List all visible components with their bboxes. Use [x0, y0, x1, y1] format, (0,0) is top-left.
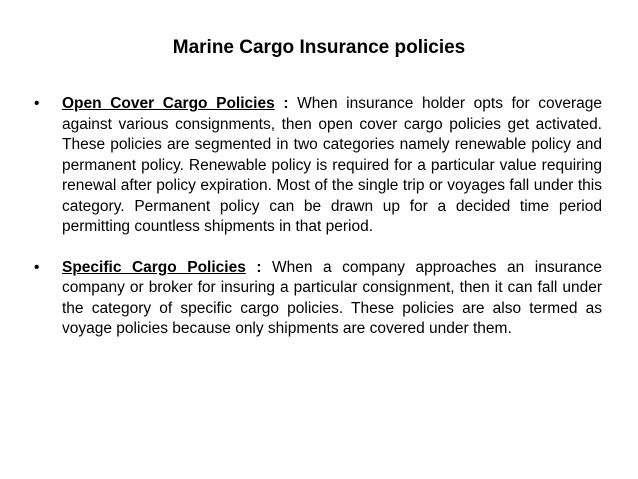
term-separator: :: [245, 258, 272, 276]
bullet-specific-cargo: [34, 258, 602, 340]
bullet-open-cover: [34, 94, 602, 238]
term-specific-cargo-policies: Specific Cargo Policies: [62, 258, 246, 276]
bullet-marker: •: [34, 258, 40, 276]
term-separator: :: [274, 95, 298, 112]
term-open-cover-cargo-policies: Open Cover Cargo Policies: [62, 95, 275, 112]
bullet-marker: •: [34, 95, 40, 112]
bullet-text: When a company approaches an insurance company or broker for insuring a particular consignment, then it can fall under the category of specific cargo policies. These policies are also termed as voyage policies because only shipments are covered under them.: [62, 258, 602, 337]
bullet-text: When insurance holder opts for coverage against various consignments, then open cover cargo policies get activated. These policies are segmented in two categories namely renewable policy and permanent policy. Renewable policy is required for a particular value requiring renewal after policy expiration. Most of the single trip or voyages fall under this category. Permanent policy can be drawn up for a decided time period permitting countless shipments in that period.: [62, 95, 602, 235]
slide-title: Marine Cargo Insurance policies: [172, 37, 466, 58]
bullet-list: [34, 94, 602, 340]
